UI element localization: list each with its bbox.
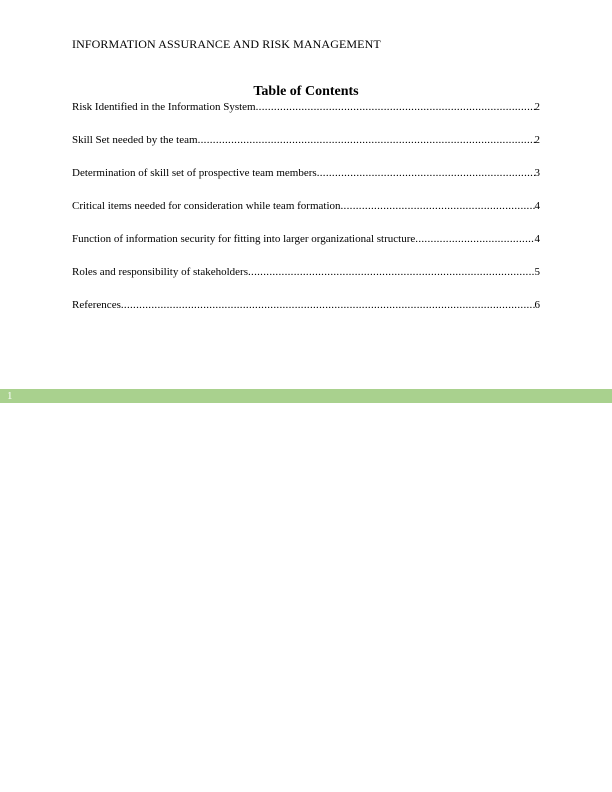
toc-entry-text[interactable]: Critical items needed for consideration while team formation [72,200,341,212]
toc-entry-text[interactable]: Function of information security for fitting into larger organizational structure [72,233,416,245]
toc-entry-text[interactable]: Risk Identified in the Information System [72,101,256,113]
toc-page-number[interactable]: 4 [534,233,540,245]
toc-dot-leader [317,167,535,180]
running-head: INFORMATION ASSURANCE AND RISK MANAGEMENT [72,37,381,51]
toc-entry-function-information-security[interactable] [72,233,540,246]
toc-dot-leader [121,299,535,312]
toc-entry-text[interactable]: Skill Set needed by the team [72,134,198,146]
toc-dot-leader [248,266,535,279]
toc-dot-leader [341,200,535,213]
toc-page-number[interactable]: 3 [534,167,540,179]
footer-page-number: 1 [7,390,13,402]
toc-page-number[interactable]: 5 [534,266,540,278]
toc-dot-leader [415,233,534,246]
toc-entry-risk-identified[interactable] [72,101,540,114]
toc-entry-critical-items[interactable] [72,200,540,213]
toc-entry-roles-responsibility[interactable] [72,266,540,279]
toc-page-number[interactable]: 2 [534,101,540,113]
toc-title: Table of Contents [253,84,359,99]
toc-entry-determination-skill-set[interactable] [72,167,540,180]
toc-page-number[interactable]: 4 [534,200,540,212]
toc-entry-references[interactable] [72,299,540,312]
toc-entry-text[interactable]: Roles and responsibility of stakeholders [72,266,248,278]
toc-entry-text[interactable]: References [72,299,121,311]
toc-page-number[interactable]: 2 [534,134,540,146]
toc-dot-leader [198,134,535,147]
toc-page-number[interactable]: 6 [534,299,540,311]
toc-entry-skill-set[interactable] [72,134,540,147]
footer-band [0,389,612,403]
toc-dot-leader [256,101,535,114]
table-of-contents [72,101,540,332]
toc-entry-text[interactable]: Determination of skill set of prospective team members [72,167,317,179]
